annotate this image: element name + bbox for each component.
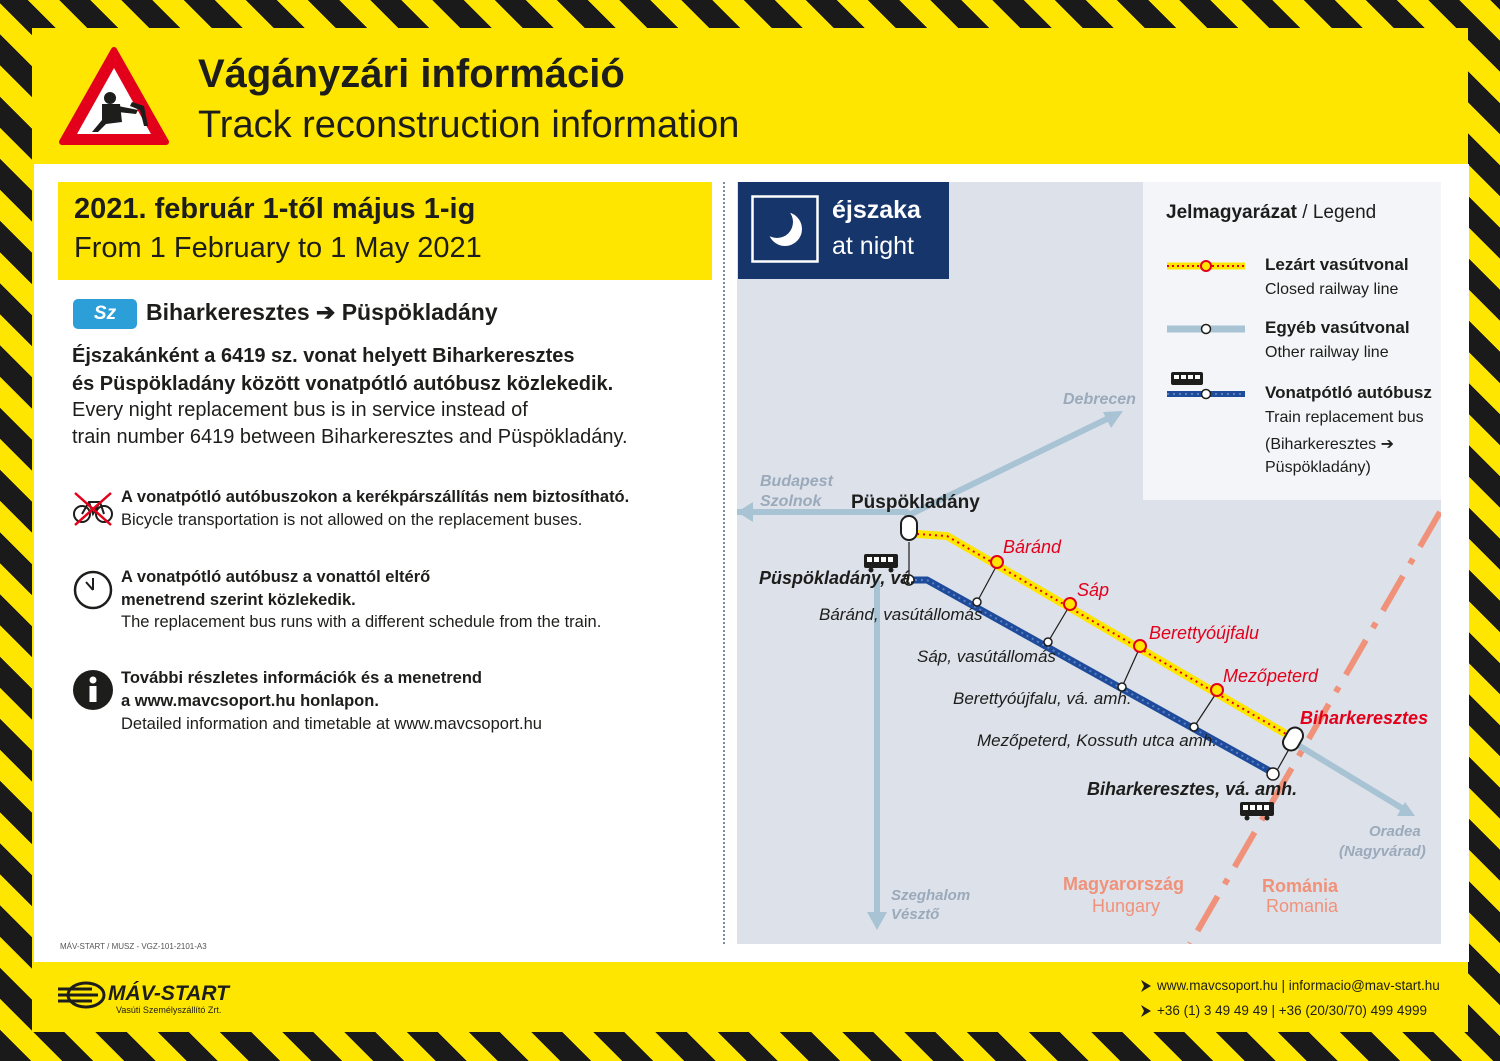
mav-logo-icon — [58, 980, 108, 1010]
legend-title-hu: Jelmagyarázat — [1166, 202, 1297, 223]
label-romania-en: Romania — [1266, 896, 1339, 916]
sz-logo: Sz — [73, 299, 137, 329]
legend-other-hu: Egyéb vasútvonal — [1265, 318, 1410, 337]
notice-en-line1: Every night replacement bus is in service instead of — [72, 399, 528, 421]
column-divider — [723, 182, 725, 944]
legend-bus-dir2: Püspökladány) — [1265, 459, 1371, 476]
bicycle-note-hu: A vonatpótló autóbuszokon a kerékpárszállítás nem biztosítható. — [121, 488, 630, 506]
footer-phone-contact: +36 (1) 3 49 49 49 | +36 (20/30/70) 499 4999 — [1157, 1003, 1427, 1018]
period-hu: 2021. február 1-től május 1-ig — [74, 193, 476, 225]
station-berettyoujfalu — [1134, 640, 1146, 652]
label-sap-bus: Sáp, vasútállomás — [917, 647, 1056, 666]
label-mezopeterd: Mezőpeterd — [1223, 666, 1319, 686]
notice-en — [72, 397, 628, 451]
document-code: MÁV-START / MUSZ - VGZ-101-2101-A3 — [60, 942, 207, 951]
label-szeghalom: Szeghalom — [891, 887, 971, 904]
legend-title-en: Legend — [1312, 202, 1377, 223]
label-mezopeterd-bus: Mezőpeterd, Kossuth utca amh. — [977, 731, 1218, 750]
legend-title — [1166, 202, 1376, 224]
label-oradea: Oradea — [1369, 823, 1421, 840]
label-szolnok: Szolnok — [760, 493, 822, 510]
label-berettyoujfalu-bus: Berettyóújfalu, vá. amh. — [953, 689, 1132, 708]
no-bicycle-icon — [72, 490, 114, 528]
legend-closed-swatch — [1165, 258, 1247, 274]
label-romania-hu: Románia — [1262, 876, 1339, 896]
legend-bus-hu: Vonatpótló autóbusz — [1265, 383, 1432, 402]
label-biharkeresztes-bus: Biharkeresztes, vá. amh. — [1087, 779, 1298, 799]
period-en: From 1 February to 1 May 2021 — [74, 232, 482, 264]
notice-hu-line1: Éjszakánként a 6419 sz. vonat helyett Biharkeresztes — [72, 345, 575, 367]
legend-bus-swatch — [1165, 370, 1247, 404]
footer-web-contact[interactable]: www.mavcsoport.hu | informacio@mav-start.hu — [1157, 978, 1440, 993]
label-barand-bus: Báránd, vasútállomás — [819, 605, 983, 624]
arrow-bullet-icon — [1141, 1005, 1151, 1017]
legend-bus-dir1: (Biharkeresztes ➔ — [1265, 436, 1394, 453]
night-hu: éjszaka — [832, 196, 921, 224]
bus-stop-sap — [1044, 638, 1052, 646]
label-nagyvarad: (Nagyvárad) — [1339, 843, 1426, 860]
brand-name: MÁV-START — [108, 982, 229, 1005]
page-subtitle: Track reconstruction information — [198, 104, 740, 146]
notice-en-line2: train number 6419 between Biharkeresztes and Püspökladány. — [72, 426, 628, 448]
info-note-hu1: További részletes információk és a menetrend — [121, 669, 482, 687]
label-veszto: Vésztő — [891, 906, 940, 923]
info-icon — [72, 669, 114, 711]
label-berettyoujfalu: Berettyóújfalu — [1149, 623, 1260, 643]
page-title: Vágányzári információ — [198, 52, 625, 96]
arrow-bullet-icon — [1141, 980, 1151, 992]
legend-closed-en: Closed railway line — [1265, 281, 1399, 298]
label-sap: Sáp — [1077, 580, 1110, 600]
legend-title-sep: / — [1296, 202, 1313, 223]
station-barand — [991, 556, 1003, 568]
label-debrecen: Debrecen — [1063, 391, 1136, 408]
info-note-en: Detailed information and timetable at www.mavcsoport.hu — [121, 715, 542, 733]
moon-icon — [751, 195, 819, 263]
label-puspokladany: Püspökladány — [851, 492, 980, 513]
info-note-hu2: a www.mavcsoport.hu honlapon. — [121, 692, 379, 710]
legend-other-swatch — [1165, 321, 1247, 337]
legend-closed-hu: Lezárt vasútvonal — [1265, 255, 1409, 274]
label-biharkeresztes: Biharkeresztes — [1300, 708, 1429, 728]
night-en: at night — [832, 232, 915, 260]
bicycle-note-en: Bicycle transportation is not allowed on the replacement buses. — [121, 511, 583, 529]
notice-hu-line2: és Püspökladány között vonatpótló autóbusz közlekedik. — [72, 373, 614, 395]
terminal-puspokladany-icon — [901, 516, 917, 540]
schedule-note-hu1: A vonatpótló autóbusz a vonattól eltérő — [121, 568, 431, 586]
bus-stop-mezopeterd — [1190, 723, 1198, 731]
arrow-budapest-icon — [737, 502, 753, 522]
legend-bus-en: Train replacement bus — [1265, 409, 1424, 426]
route-label: Biharkeresztes ➔ Püspökladány — [146, 299, 498, 325]
label-barand: Báránd — [1003, 537, 1062, 557]
roadworks-warning-icon — [58, 46, 170, 148]
label-hungary-en: Hungary — [1092, 896, 1161, 916]
station-mezopeterd — [1211, 684, 1223, 696]
notice-hu — [72, 342, 613, 398]
station-sap — [1064, 598, 1076, 610]
brand-subtitle: Vasúti Személyszállító Zrt. — [116, 1005, 222, 1015]
arrow-szeghalom-icon — [867, 912, 887, 930]
label-puspokladany-va: Püspökladány, vá. — [759, 568, 916, 588]
bus-icon-biharkeresztes — [1240, 802, 1274, 821]
schedule-note-hu2: menetrend szerint közlekedik. — [121, 591, 356, 609]
schedule-note-en: The replacement bus runs with a different schedule from the train. — [121, 613, 602, 631]
label-budapest: Budapest — [760, 473, 833, 490]
railway-oradea — [1293, 742, 1405, 810]
clock-icon — [72, 569, 114, 611]
legend-other-en: Other railway line — [1265, 344, 1389, 361]
label-hungary-hu: Magyarország — [1063, 874, 1185, 894]
